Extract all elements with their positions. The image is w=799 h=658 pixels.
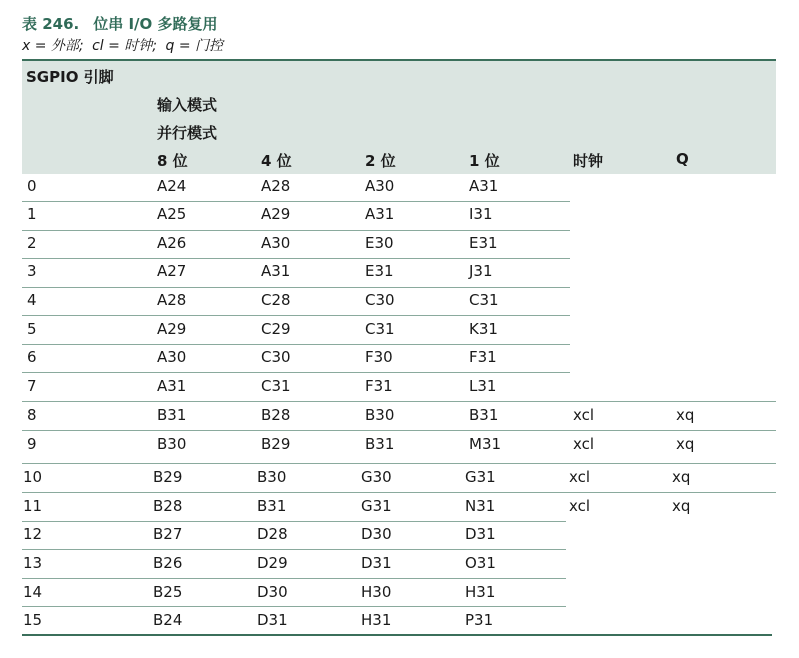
row-divider	[22, 606, 566, 607]
row-8bit: B30	[157, 435, 187, 453]
row-4bit: B29	[261, 435, 291, 453]
row-divider	[22, 372, 570, 373]
header-input-mode: 输入模式	[157, 96, 218, 114]
row-2bit: B30	[365, 406, 395, 424]
row-pin: 0	[27, 177, 37, 195]
table-legend	[22, 35, 223, 55]
row-q: xq	[672, 468, 691, 486]
row-divider	[22, 430, 776, 431]
header-col-4bit: 4 位	[261, 152, 292, 170]
header-col-clock: 时钟	[573, 152, 604, 170]
row-2bit: G31	[361, 497, 392, 515]
row-pin: 6	[27, 348, 37, 366]
row-pin: 14	[23, 583, 43, 601]
row-2bit: F31	[365, 377, 393, 395]
row-clock: xcl	[573, 406, 595, 424]
table-title-text: 位串 I/O 多路复用	[93, 15, 218, 33]
row-4bit: C31	[261, 377, 291, 395]
row-4bit: B28	[261, 406, 291, 424]
legend-clock: cl = 时钟;	[92, 38, 158, 54]
row-q: xq	[672, 497, 691, 515]
row-1bit: C31	[469, 291, 499, 309]
row-divider	[22, 230, 570, 231]
row-4bit: D31	[257, 611, 288, 629]
row-4bit: B30	[257, 468, 287, 486]
table-bottom-rule	[22, 634, 772, 636]
row-2bit: H31	[361, 611, 392, 629]
row-8bit: A29	[157, 320, 187, 338]
row-4bit: A31	[261, 262, 291, 280]
row-divider	[22, 201, 570, 202]
row-1bit: D31	[465, 525, 496, 543]
row-2bit: D30	[361, 525, 392, 543]
row-2bit: G30	[361, 468, 392, 486]
row-clock: xcl	[569, 497, 591, 515]
row-divider	[22, 258, 570, 259]
row-pin: 3	[27, 262, 37, 280]
row-1bit: N31	[465, 497, 496, 515]
row-4bit: D29	[257, 554, 288, 572]
row-pin: 7	[27, 377, 37, 395]
row-1bit: F31	[469, 348, 497, 366]
row-4bit: D28	[257, 525, 288, 543]
row-2bit: D31	[361, 554, 392, 572]
row-1bit: L31	[469, 377, 497, 395]
row-8bit: A28	[157, 291, 187, 309]
row-8bit: B26	[153, 554, 183, 572]
row-pin: 13	[23, 554, 43, 572]
row-1bit: G31	[465, 468, 496, 486]
legend-external: x = 外部;	[22, 38, 84, 54]
row-8bit: A24	[157, 177, 187, 195]
row-8bit: A31	[157, 377, 187, 395]
row-4bit: A30	[261, 234, 291, 252]
row-1bit: I31	[469, 205, 493, 223]
row-1bit: E31	[469, 234, 498, 252]
row-8bit: A25	[157, 205, 187, 223]
row-pin: 4	[27, 291, 37, 309]
row-2bit: C31	[365, 320, 395, 338]
row-pin: 1	[27, 205, 37, 223]
row-divider	[22, 287, 570, 288]
row-8bit: A27	[157, 262, 187, 280]
row-divider	[22, 549, 566, 550]
row-pin: 11	[23, 497, 43, 515]
row-q: xq	[676, 406, 695, 424]
row-8bit: B24	[153, 611, 183, 629]
row-1bit: H31	[465, 583, 496, 601]
row-8bit: B31	[157, 406, 187, 424]
header-col-8bit: 8 位	[157, 152, 188, 170]
row-8bit: A30	[157, 348, 187, 366]
row-1bit: M31	[469, 435, 502, 453]
row-2bit: E31	[365, 262, 394, 280]
row-divider	[22, 315, 570, 316]
row-4bit: C28	[261, 291, 291, 309]
row-divider	[22, 492, 776, 493]
row-4bit: B31	[257, 497, 287, 515]
row-1bit: K31	[469, 320, 498, 338]
row-pin: 2	[27, 234, 37, 252]
row-q: xq	[676, 435, 695, 453]
row-2bit: A30	[365, 177, 395, 195]
row-clock: xcl	[573, 435, 595, 453]
row-8bit: B28	[153, 497, 183, 515]
row-2bit: A31	[365, 205, 395, 223]
row-8bit: B27	[153, 525, 183, 543]
row-1bit: O31	[465, 554, 496, 572]
row-2bit: C30	[365, 291, 395, 309]
row-pin: 8	[27, 406, 37, 424]
row-divider	[22, 463, 776, 464]
header-col-1bit: 1 位	[469, 152, 500, 170]
row-divider	[22, 521, 566, 522]
row-clock: xcl	[569, 468, 591, 486]
header-pin-column: SGPIO 引脚	[26, 68, 114, 86]
legend-gate: q = 门控	[165, 38, 224, 54]
row-divider	[22, 344, 570, 345]
row-pin: 10	[23, 468, 43, 486]
row-1bit: P31	[465, 611, 494, 629]
header-col-2bit: 2 位	[365, 152, 396, 170]
row-divider	[22, 401, 776, 402]
row-pin: 12	[23, 525, 43, 543]
table-header	[22, 59, 776, 174]
row-pin: 5	[27, 320, 37, 338]
row-1bit: A31	[469, 177, 499, 195]
row-8bit: B29	[153, 468, 183, 486]
row-2bit: H30	[361, 583, 392, 601]
row-4bit: C29	[261, 320, 291, 338]
row-4bit: A29	[261, 205, 291, 223]
row-pin: 15	[23, 611, 43, 629]
row-1bit: J31	[469, 262, 493, 280]
row-8bit: B25	[153, 583, 183, 601]
header-parallel-mode: 并行模式	[157, 124, 218, 142]
row-pin: 9	[27, 435, 37, 453]
row-2bit: F30	[365, 348, 393, 366]
row-1bit: B31	[469, 406, 499, 424]
header-col-q: Q	[676, 150, 689, 168]
row-8bit: A26	[157, 234, 187, 252]
table-title	[22, 13, 218, 34]
row-divider	[22, 578, 566, 579]
row-4bit: A28	[261, 177, 291, 195]
row-2bit: B31	[365, 435, 395, 453]
row-2bit: E30	[365, 234, 394, 252]
row-4bit: C30	[261, 348, 291, 366]
table-number: 表 246.	[22, 15, 80, 33]
row-4bit: D30	[257, 583, 288, 601]
